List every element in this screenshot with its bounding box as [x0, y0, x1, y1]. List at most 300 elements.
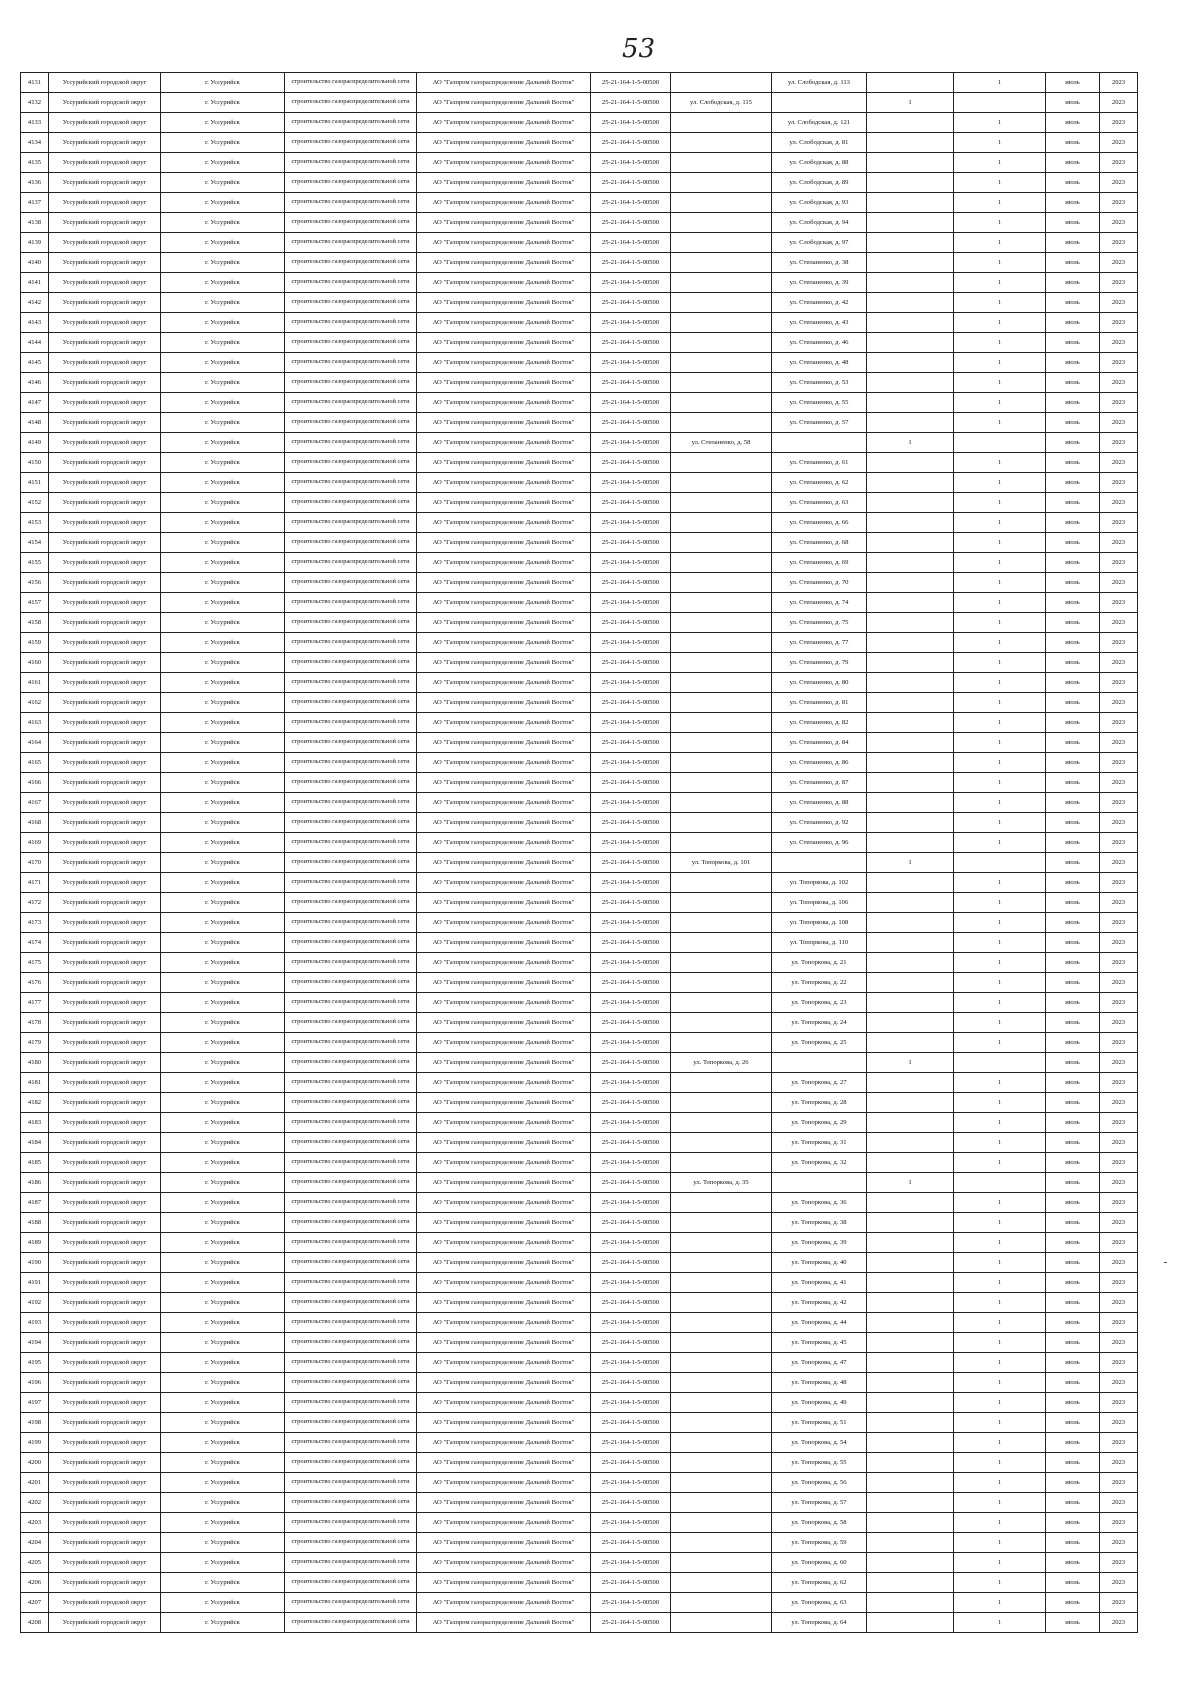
year-cell: 2023 — [1100, 1173, 1138, 1193]
count-cell-primary — [867, 1373, 954, 1393]
address-cell-primary — [671, 833, 772, 853]
settlement-cell: г. Уссурийск — [161, 1153, 285, 1173]
year-cell: 2023 — [1100, 133, 1138, 153]
address-cell-secondary: ул. Топоркова, д. 32 — [772, 1153, 867, 1173]
settlement-cell: г. Уссурийск — [161, 773, 285, 793]
work-type-cell: строительство газораспределительной сети — [285, 573, 417, 593]
municipality-cell: Уссурийский городской округ — [49, 1573, 161, 1593]
count-cell-primary — [867, 1153, 954, 1173]
program-code-cell: 25-21-164-1-5-00500 — [591, 1473, 671, 1493]
address-cell-primary — [671, 253, 772, 273]
address-cell-primary — [671, 1213, 772, 1233]
settlement-cell: г. Уссурийск — [161, 533, 285, 553]
settlement-cell: г. Уссурийск — [161, 213, 285, 233]
year-cell: 2023 — [1100, 833, 1138, 853]
organization-cell: АО "Газпром газораспределение Дальний Восток" — [417, 1533, 591, 1553]
address-cell-secondary: ул. Топоркова, д. 29 — [772, 1113, 867, 1133]
program-code-cell: 25-21-164-1-5-00500 — [591, 853, 671, 873]
program-code-cell: 25-21-164-1-5-00500 — [591, 693, 671, 713]
count-cell-secondary: 1 — [954, 73, 1046, 93]
settlement-cell: г. Уссурийск — [161, 1513, 285, 1533]
program-code-cell: 25-21-164-1-5-00500 — [591, 833, 671, 853]
count-cell-secondary: 1 — [954, 733, 1046, 753]
month-cell: июль — [1046, 1493, 1100, 1513]
address-cell-secondary: ул. Топоркова, д. 41 — [772, 1273, 867, 1293]
month-cell: июль — [1046, 953, 1100, 973]
count-cell-primary — [867, 1573, 954, 1593]
municipality-cell: Уссурийский городской округ — [49, 93, 161, 113]
month-cell: июль — [1046, 993, 1100, 1013]
year-cell: 2023 — [1100, 1513, 1138, 1533]
year-cell: 2023 — [1100, 1373, 1138, 1393]
count-cell-primary — [867, 233, 954, 253]
count-cell-secondary: 1 — [954, 233, 1046, 253]
municipality-cell: Уссурийский городской округ — [49, 713, 161, 733]
address-cell-secondary: ул. Топоркова, д. 24 — [772, 1013, 867, 1033]
month-cell: июль — [1046, 1053, 1100, 1073]
municipality-cell: Уссурийский городской округ — [49, 1173, 161, 1193]
program-code-cell: 25-21-164-1-5-00500 — [591, 1353, 671, 1373]
settlement-cell: г. Уссурийск — [161, 713, 285, 733]
municipality-cell: Уссурийский городской округ — [49, 393, 161, 413]
year-cell: 2023 — [1100, 113, 1138, 133]
work-type-cell: строительство газораспределительной сети — [285, 413, 417, 433]
work-type-cell: строительство газораспределительной сети — [285, 933, 417, 953]
registry-table — [20, 72, 1138, 1633]
program-code-cell: 25-21-164-1-5-00500 — [591, 733, 671, 753]
program-code-cell: 25-21-164-1-5-00500 — [591, 933, 671, 953]
count-cell-primary — [867, 893, 954, 913]
table-row — [21, 1513, 1138, 1533]
month-cell: июль — [1046, 393, 1100, 413]
municipality-cell: Уссурийский городской округ — [49, 273, 161, 293]
count-cell-secondary: 1 — [954, 1353, 1046, 1373]
address-cell-primary: ул. Слободская, д. 115 — [671, 93, 772, 113]
row-number: 4178 — [21, 1013, 49, 1033]
year-cell: 2023 — [1100, 473, 1138, 493]
table-row — [21, 1113, 1138, 1133]
address-cell-secondary: ул. Степаненко, д. 53 — [772, 373, 867, 393]
table-row — [21, 513, 1138, 533]
year-cell: 2023 — [1100, 1253, 1138, 1273]
program-code-cell: 25-21-164-1-5-00500 — [591, 1033, 671, 1053]
municipality-cell: Уссурийский городской округ — [49, 533, 161, 553]
address-cell-primary — [671, 1413, 772, 1433]
row-number: 4181 — [21, 1073, 49, 1093]
address-cell-secondary: ул. Топоркова, д. 106 — [772, 893, 867, 913]
count-cell-primary — [867, 1493, 954, 1513]
count-cell-secondary: 1 — [954, 153, 1046, 173]
organization-cell: АО "Газпром газораспределение Дальний Восток" — [417, 1393, 591, 1413]
work-type-cell: строительство газораспределительной сети — [285, 73, 417, 93]
count-cell-secondary: 1 — [954, 1113, 1046, 1133]
month-cell: июль — [1046, 933, 1100, 953]
settlement-cell: г. Уссурийск — [161, 893, 285, 913]
address-cell-primary — [671, 1273, 772, 1293]
count-cell-primary — [867, 73, 954, 93]
work-type-cell: строительство газораспределительной сети — [285, 593, 417, 613]
table-row — [21, 593, 1138, 613]
table-row — [21, 733, 1138, 753]
municipality-cell: Уссурийский городской округ — [49, 973, 161, 993]
count-cell-primary — [867, 133, 954, 153]
month-cell: июль — [1046, 293, 1100, 313]
work-type-cell: строительство газораспределительной сети — [285, 1333, 417, 1353]
count-cell-secondary: 1 — [954, 453, 1046, 473]
program-code-cell: 25-21-164-1-5-00500 — [591, 353, 671, 373]
municipality-cell: Уссурийский городской округ — [49, 893, 161, 913]
address-cell-secondary: ул. Степаненко, д. 57 — [772, 413, 867, 433]
year-cell: 2023 — [1100, 1073, 1138, 1093]
address-cell-primary — [671, 333, 772, 353]
address-cell-primary — [671, 873, 772, 893]
table-row — [21, 753, 1138, 773]
year-cell: 2023 — [1100, 1613, 1138, 1633]
organization-cell: АО "Газпром газораспределение Дальний Восток" — [417, 153, 591, 173]
month-cell: июль — [1046, 1613, 1100, 1633]
count-cell-primary — [867, 1513, 954, 1533]
row-number: 4153 — [21, 513, 49, 533]
count-cell-secondary: 1 — [954, 173, 1046, 193]
year-cell: 2023 — [1100, 693, 1138, 713]
address-cell-secondary: ул. Степаненко, д. 43 — [772, 313, 867, 333]
count-cell-primary — [867, 873, 954, 893]
year-cell: 2023 — [1100, 893, 1138, 913]
row-number: 4174 — [21, 933, 49, 953]
month-cell: июль — [1046, 1373, 1100, 1393]
count-cell-secondary: 1 — [954, 1193, 1046, 1213]
municipality-cell: Уссурийский городской округ — [49, 1553, 161, 1573]
work-type-cell: строительство газораспределительной сети — [285, 1593, 417, 1613]
table-row — [21, 693, 1138, 713]
work-type-cell: строительство газораспределительной сети — [285, 1373, 417, 1393]
program-code-cell: 25-21-164-1-5-00500 — [591, 313, 671, 333]
address-cell-primary — [671, 313, 772, 333]
address-cell-primary — [671, 753, 772, 773]
address-cell-primary — [671, 413, 772, 433]
organization-cell: АО "Газпром газораспределение Дальний Восток" — [417, 713, 591, 733]
year-cell: 2023 — [1100, 1573, 1138, 1593]
year-cell: 2023 — [1100, 1153, 1138, 1173]
address-cell-primary — [671, 1433, 772, 1453]
settlement-cell: г. Уссурийск — [161, 333, 285, 353]
year-cell: 2023 — [1100, 173, 1138, 193]
municipality-cell: Уссурийский городской округ — [49, 573, 161, 593]
address-cell-secondary — [772, 93, 867, 113]
year-cell: 2023 — [1100, 1553, 1138, 1573]
organization-cell: АО "Газпром газораспределение Дальний Восток" — [417, 1453, 591, 1473]
year-cell: 2023 — [1100, 813, 1138, 833]
organization-cell: АО "Газпром газораспределение Дальний Восток" — [417, 833, 591, 853]
program-code-cell: 25-21-164-1-5-00500 — [591, 1413, 671, 1433]
row-number: 4131 — [21, 73, 49, 93]
year-cell: 2023 — [1100, 773, 1138, 793]
address-cell-primary — [671, 933, 772, 953]
table-row — [21, 1293, 1138, 1313]
settlement-cell: г. Уссурийск — [161, 393, 285, 413]
address-cell-primary — [671, 533, 772, 553]
month-cell: июль — [1046, 813, 1100, 833]
program-code-cell: 25-21-164-1-5-00500 — [591, 673, 671, 693]
settlement-cell: г. Уссурийск — [161, 1493, 285, 1513]
table-row — [21, 293, 1138, 313]
year-cell: 2023 — [1100, 73, 1138, 93]
work-type-cell: строительство газораспределительной сети — [285, 233, 417, 253]
address-cell-secondary: ул. Топоркова, д. 40 — [772, 1253, 867, 1273]
work-type-cell: строительство газораспределительной сети — [285, 1573, 417, 1593]
year-cell: 2023 — [1100, 1133, 1138, 1153]
count-cell-primary — [867, 953, 954, 973]
count-cell-secondary: 1 — [954, 1033, 1046, 1053]
address-cell-secondary: ул. Слободская, д. 88 — [772, 153, 867, 173]
work-type-cell: строительство газораспределительной сети — [285, 153, 417, 173]
address-cell-secondary: ул. Топоркова, д. 45 — [772, 1333, 867, 1353]
organization-cell: АО "Газпром газораспределение Дальний Восток" — [417, 933, 591, 953]
count-cell-secondary: 1 — [954, 993, 1046, 1013]
municipality-cell: Уссурийский городской округ — [49, 1033, 161, 1053]
program-code-cell: 25-21-164-1-5-00500 — [591, 1433, 671, 1453]
count-cell-secondary: 1 — [954, 1613, 1046, 1633]
count-cell-secondary: 1 — [954, 113, 1046, 133]
count-cell-primary — [867, 573, 954, 593]
organization-cell: АО "Газпром газораспределение Дальний Восток" — [417, 1493, 591, 1513]
organization-cell: АО "Газпром газораспределение Дальний Восток" — [417, 613, 591, 633]
row-number: 4173 — [21, 913, 49, 933]
month-cell: июль — [1046, 1473, 1100, 1493]
table-row — [21, 173, 1138, 193]
municipality-cell: Уссурийский городской округ — [49, 653, 161, 673]
count-cell-secondary: 1 — [954, 1333, 1046, 1353]
address-cell-secondary: ул. Степаненко, д. 77 — [772, 633, 867, 653]
work-type-cell: строительство газораспределительной сети — [285, 1093, 417, 1113]
month-cell: июль — [1046, 433, 1100, 453]
organization-cell: АО "Газпром газораспределение Дальний Восток" — [417, 893, 591, 913]
month-cell: июль — [1046, 133, 1100, 153]
count-cell-secondary: 1 — [954, 373, 1046, 393]
municipality-cell: Уссурийский городской округ — [49, 1233, 161, 1253]
month-cell: июль — [1046, 273, 1100, 293]
municipality-cell: Уссурийский городской округ — [49, 453, 161, 473]
table-row — [21, 813, 1138, 833]
count-cell-secondary: 1 — [954, 533, 1046, 553]
work-type-cell: строительство газораспределительной сети — [285, 553, 417, 573]
settlement-cell: г. Уссурийск — [161, 1253, 285, 1273]
count-cell-secondary — [954, 853, 1046, 873]
table-row — [21, 1373, 1138, 1393]
count-cell-primary — [867, 813, 954, 833]
settlement-cell: г. Уссурийск — [161, 853, 285, 873]
year-cell: 2023 — [1100, 373, 1138, 393]
count-cell-secondary: 1 — [954, 1413, 1046, 1433]
municipality-cell: Уссурийский городской округ — [49, 513, 161, 533]
municipality-cell: Уссурийский городской округ — [49, 1593, 161, 1613]
settlement-cell: г. Уссурийск — [161, 1533, 285, 1553]
month-cell: июль — [1046, 313, 1100, 333]
count-cell-primary — [867, 1473, 954, 1493]
year-cell: 2023 — [1100, 1593, 1138, 1613]
month-cell: июль — [1046, 533, 1100, 553]
count-cell-primary — [867, 613, 954, 633]
year-cell: 2023 — [1100, 533, 1138, 553]
settlement-cell: г. Уссурийск — [161, 933, 285, 953]
address-cell-primary — [671, 1073, 772, 1093]
count-cell-secondary: 1 — [954, 1213, 1046, 1233]
address-cell-secondary: ул. Топоркова, д. 36 — [772, 1193, 867, 1213]
program-code-cell: 25-21-164-1-5-00500 — [591, 273, 671, 293]
month-cell: июль — [1046, 1093, 1100, 1113]
address-cell-primary — [671, 393, 772, 413]
municipality-cell: Уссурийский городской округ — [49, 933, 161, 953]
address-cell-secondary: ул. Слободская, д. 94 — [772, 213, 867, 233]
address-cell-primary — [671, 453, 772, 473]
address-cell-secondary: ул. Слободская, д. 89 — [772, 173, 867, 193]
table-row — [21, 313, 1138, 333]
table-row — [21, 193, 1138, 213]
row-number: 4140 — [21, 253, 49, 273]
municipality-cell: Уссурийский городской округ — [49, 1373, 161, 1393]
address-cell-primary — [671, 953, 772, 973]
count-cell-secondary: 1 — [954, 953, 1046, 973]
row-number: 4202 — [21, 1493, 49, 1513]
settlement-cell: г. Уссурийск — [161, 1593, 285, 1613]
table-row — [21, 673, 1138, 693]
program-code-cell: 25-21-164-1-5-00500 — [591, 953, 671, 973]
settlement-cell: г. Уссурийск — [161, 353, 285, 373]
month-cell: июль — [1046, 1033, 1100, 1053]
year-cell: 2023 — [1100, 1333, 1138, 1353]
address-cell-primary — [671, 1513, 772, 1533]
program-code-cell: 25-21-164-1-5-00500 — [591, 1313, 671, 1333]
row-number: 4204 — [21, 1533, 49, 1553]
year-cell: 2023 — [1100, 1033, 1138, 1053]
row-number: 4172 — [21, 893, 49, 913]
municipality-cell: Уссурийский городской округ — [49, 753, 161, 773]
count-cell-secondary — [954, 433, 1046, 453]
settlement-cell: г. Уссурийск — [161, 813, 285, 833]
program-code-cell: 25-21-164-1-5-00500 — [591, 653, 671, 673]
municipality-cell: Уссурийский городской округ — [49, 1273, 161, 1293]
table-row — [21, 853, 1138, 873]
organization-cell: АО "Газпром газораспределение Дальний Восток" — [417, 1433, 591, 1453]
count-cell-secondary: 1 — [954, 1073, 1046, 1093]
settlement-cell: г. Уссурийск — [161, 973, 285, 993]
count-cell-primary — [867, 1613, 954, 1633]
program-code-cell: 25-21-164-1-5-00500 — [591, 1393, 671, 1413]
table-row — [21, 913, 1138, 933]
row-number: 4159 — [21, 633, 49, 653]
work-type-cell: строительство газораспределительной сети — [285, 693, 417, 713]
settlement-cell: г. Уссурийск — [161, 1473, 285, 1493]
municipality-cell: Уссурийский городской округ — [49, 1193, 161, 1213]
organization-cell: АО "Газпром газораспределение Дальний Восток" — [417, 353, 591, 373]
organization-cell: АО "Газпром газораспределение Дальний Восток" — [417, 973, 591, 993]
year-cell: 2023 — [1100, 1053, 1138, 1073]
municipality-cell: Уссурийский городской округ — [49, 153, 161, 173]
settlement-cell: г. Уссурийск — [161, 1213, 285, 1233]
month-cell: июль — [1046, 853, 1100, 873]
count-cell-primary — [867, 253, 954, 273]
address-cell-secondary: ул. Степаненко, д. 39 — [772, 273, 867, 293]
row-number: 4176 — [21, 973, 49, 993]
organization-cell: АО "Газпром газораспределение Дальний Восток" — [417, 1073, 591, 1093]
address-cell-secondary: ул. Степаненко, д. 69 — [772, 553, 867, 573]
month-cell: июль — [1046, 873, 1100, 893]
count-cell-primary — [867, 913, 954, 933]
program-code-cell: 25-21-164-1-5-00500 — [591, 773, 671, 793]
month-cell: июль — [1046, 773, 1100, 793]
month-cell: июль — [1046, 373, 1100, 393]
work-type-cell: строительство газораспределительной сети — [285, 713, 417, 733]
table-row — [21, 573, 1138, 593]
count-cell-primary — [867, 993, 954, 1013]
municipality-cell: Уссурийский городской округ — [49, 613, 161, 633]
table-row — [21, 1493, 1138, 1513]
count-cell-primary — [867, 193, 954, 213]
count-cell-secondary: 1 — [954, 133, 1046, 153]
work-type-cell: строительство газораспределительной сети — [285, 1413, 417, 1433]
count-cell-secondary: 1 — [954, 393, 1046, 413]
address-cell-primary — [671, 1093, 772, 1113]
work-type-cell: строительство газораспределительной сети — [285, 1253, 417, 1273]
month-cell: июль — [1046, 1173, 1100, 1193]
work-type-cell: строительство газораспределительной сети — [285, 1193, 417, 1213]
work-type-cell: строительство газораспределительной сети — [285, 173, 417, 193]
work-type-cell: строительство газораспределительной сети — [285, 513, 417, 533]
month-cell: июль — [1046, 93, 1100, 113]
settlement-cell: г. Уссурийск — [161, 1193, 285, 1213]
organization-cell: АО "Газпром газораспределение Дальний Восток" — [417, 373, 591, 393]
row-number: 4169 — [21, 833, 49, 853]
municipality-cell: Уссурийский городской округ — [49, 133, 161, 153]
organization-cell: АО "Газпром газораспределение Дальний Восток" — [417, 1253, 591, 1273]
address-cell-primary — [671, 893, 772, 913]
address-cell-secondary: ул. Топоркова, д. 44 — [772, 1313, 867, 1333]
organization-cell: АО "Газпром газораспределение Дальний Восток" — [417, 93, 591, 113]
table-row — [21, 1553, 1138, 1573]
count-cell-primary — [867, 933, 954, 953]
month-cell: июль — [1046, 493, 1100, 513]
municipality-cell: Уссурийский городской округ — [49, 1473, 161, 1493]
municipality-cell: Уссурийский городской округ — [49, 1313, 161, 1333]
row-number: 4147 — [21, 393, 49, 413]
settlement-cell: г. Уссурийск — [161, 1233, 285, 1253]
municipality-cell: Уссурийский городской округ — [49, 913, 161, 933]
year-cell: 2023 — [1100, 1013, 1138, 1033]
row-number: 4205 — [21, 1553, 49, 1573]
month-cell: июль — [1046, 913, 1100, 933]
address-cell-secondary: ул. Степаненко, д. 42 — [772, 293, 867, 313]
count-cell-secondary: 1 — [954, 1153, 1046, 1173]
count-cell-secondary: 1 — [954, 1473, 1046, 1493]
address-cell-secondary: ул. Топоркова, д. 28 — [772, 1093, 867, 1113]
year-cell: 2023 — [1100, 1413, 1138, 1433]
organization-cell: АО "Газпром газораспределение Дальний Восток" — [417, 873, 591, 893]
settlement-cell: г. Уссурийск — [161, 873, 285, 893]
municipality-cell: Уссурийский городской округ — [49, 173, 161, 193]
address-cell-primary — [671, 913, 772, 933]
program-code-cell: 25-21-164-1-5-00500 — [591, 1233, 671, 1253]
organization-cell: АО "Газпром газораспределение Дальний Восток" — [417, 433, 591, 453]
settlement-cell: г. Уссурийск — [161, 653, 285, 673]
row-number: 4177 — [21, 993, 49, 1013]
municipality-cell: Уссурийский городской округ — [49, 253, 161, 273]
address-cell-secondary: ул. Степаненко, д. 55 — [772, 393, 867, 413]
municipality-cell: Уссурийский городской округ — [49, 813, 161, 833]
program-code-cell: 25-21-164-1-5-00500 — [591, 1073, 671, 1093]
settlement-cell: г. Уссурийск — [161, 613, 285, 633]
organization-cell: АО "Газпром газораспределение Дальний Восток" — [417, 1413, 591, 1433]
organization-cell: АО "Газпром газораспределение Дальний Восток" — [417, 953, 591, 973]
